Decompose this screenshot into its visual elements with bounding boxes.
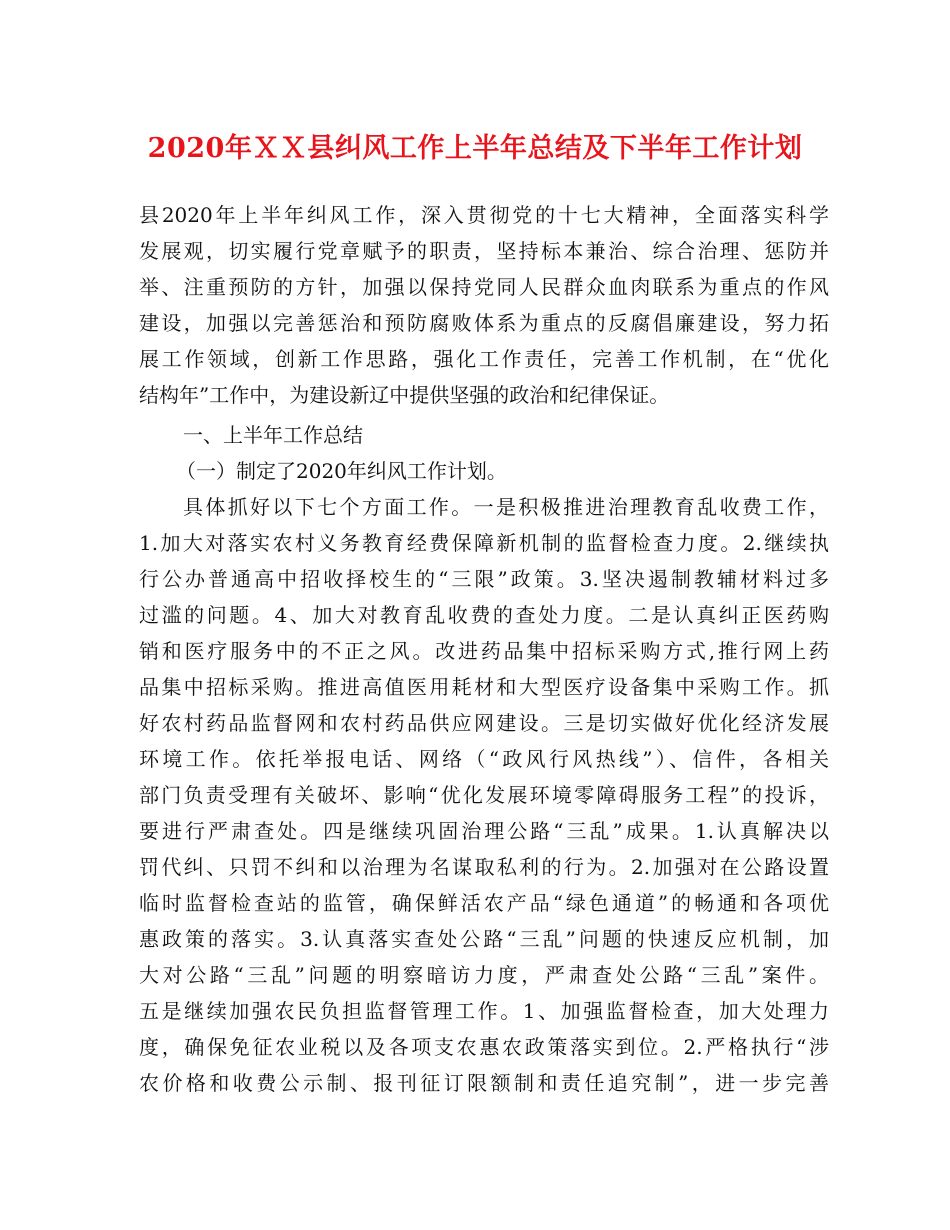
paragraph-line: 展工作领域，创新工作思路，强化工作责任，完善工作机制，在“优化 xyxy=(139,347,829,371)
paragraph-line: 罚代纠、只罚不纠和以治理为名谋取私利的行为。2.加强对在公路设置 xyxy=(139,855,829,879)
paragraph-line: 农价格和收费公示制、报刊征订限额制和责任追究制”，进一步完善 xyxy=(139,1071,829,1095)
paragraph-line: 具体抓好以下七个方面工作。一是积极推进治理教育乱收费工作， xyxy=(183,495,829,519)
paragraph-line: 惠政策的落实。3.认真落实查处公路“三乱”问题的快速反应机制，加 xyxy=(139,927,829,951)
section-heading: 一、上半年工作总结 xyxy=(183,423,363,447)
paragraph-line: 度，确保免征农业税以及各项支农惠农政策落实到位。2.严格执行“涉 xyxy=(139,1035,829,1059)
paragraph-line: 环境工作。依托举报电话、网络（“政风行风热线”）、信件，各相关 xyxy=(139,747,829,771)
paragraph-line: 1.加大对落实农村义务教育经费保障新机制的监督检查力度。2.继续执 xyxy=(139,531,829,555)
paragraph-line: 行公办普通高中招收择校生的“三限”政策。3.坚决遏制教辅材料过多 xyxy=(139,567,829,591)
paragraph-line: 发展观，切实履行党章赋予的职责，坚持标本兼治、综合治理、惩防并 xyxy=(139,239,829,263)
paragraph-line: 品集中招标采购。推进高值医用耗材和大型医疗设备集中采购工作。抓 xyxy=(139,675,829,699)
paragraph-line: 部门负责受理有关破坏、影响“优化发展环境零障碍服务工程”的投诉， xyxy=(139,783,829,807)
document-title: 2020年ＸＸ县纠风工作上半年总结及下半年工作计划 xyxy=(147,133,803,164)
paragraph-line: 建设，加强以完善惩治和预防腐败体系为重点的反腐倡廉建设，努力拓 xyxy=(139,311,829,335)
paragraph-line: 县2020年上半年纠风工作，深入贯彻党的十七大精神，全面落实科学 xyxy=(139,203,829,227)
paragraph-line: 要进行严肃查处。四是继续巩固治理公路“三乱”成果。1.认真解决以 xyxy=(139,819,829,843)
paragraph-line: 好农村药品监督网和农村药品供应网建设。三是切实做好优化经济发展 xyxy=(139,711,829,735)
paragraph-line: 临时监督检查站的监管，确保鲜活农产品“绿色通道”的畅通和各项优 xyxy=(139,891,829,915)
paragraph-line: 大对公路“三乱”问题的明察暗访力度，严肃查处公路“三乱”案件。 xyxy=(139,963,829,987)
paragraph-line: 销和医疗服务中的不正之风。改进药品集中招标采购方式,推行网上药 xyxy=(139,639,829,663)
subsection-heading: （一）制定了2020年纠风工作计划。 xyxy=(176,459,507,483)
paragraph-line: 举、注重预防的方针，加强以保持党同人民群众血肉联系为重点的作风 xyxy=(139,275,829,299)
paragraph-line: 过滥的问题。4、加大对教育乱收费的查处力度。二是认真纠正医药购 xyxy=(139,603,829,627)
paragraph-line: 五是继续加强农民负担监督管理工作。1、加强监督检查，加大处理力 xyxy=(139,999,829,1023)
paragraph-line: 结构年”工作中，为建设新辽中提供坚强的政治和纪律保证。 xyxy=(139,383,670,407)
